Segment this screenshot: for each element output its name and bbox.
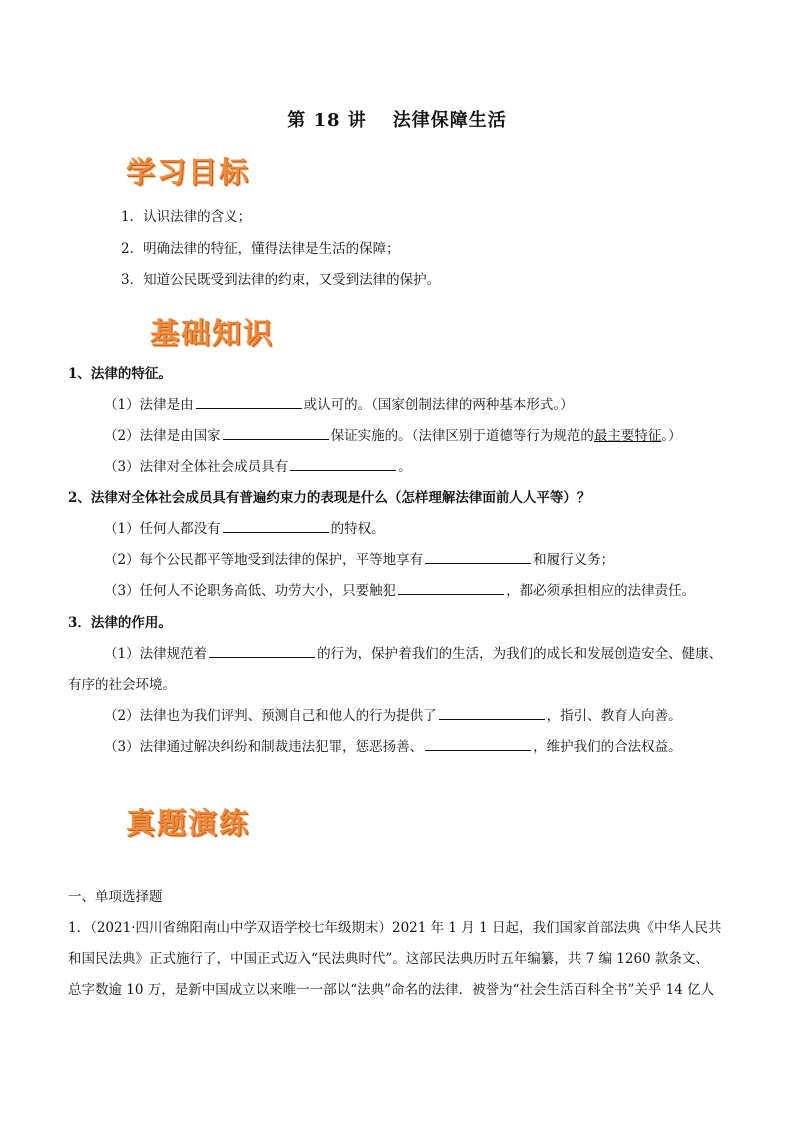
heading-basic-knowledge: 基础知识 bbox=[150, 316, 275, 350]
heading-practice: 真题演练 bbox=[126, 806, 251, 840]
fill-blank[interactable] bbox=[425, 551, 531, 564]
section-3-item-1: （1）法律规范着 的行为，保护着我们的生活，为我们的成长和发展创造安全、健康、 bbox=[104, 646, 723, 662]
section-1-item-1: （1）法律是由 或认可的。（国家创制法律的两种基本形式。） bbox=[104, 397, 574, 413]
objective-3: 3．知道公民既受到法律的约束，又受到法律的保护。 bbox=[121, 272, 441, 288]
heading-learning-objectives: 学习目标 bbox=[126, 155, 251, 189]
underlined-key-phrase: 最主要特征 bbox=[593, 428, 662, 444]
lecture-topic: 法律保障生活 bbox=[392, 110, 507, 131]
section-3-item-1-continued: 有序的社会环境。 bbox=[68, 677, 176, 693]
fill-blank[interactable] bbox=[209, 645, 315, 658]
question-1-line-3: 总字数逾 10 万，是新中国成立以来唯一一部以“法典”命名的法律．被誉为“社会生活百科全书”关乎 14 亿人 bbox=[68, 982, 715, 998]
objective-1: 1．认识法律的含义； bbox=[121, 209, 252, 225]
question-1-line-2: 和国民法典》正式施行了，中国正式迈入“民法典时代”。这部民法典历时五年编纂，共 7 编 1260 款条文、 bbox=[68, 951, 709, 967]
objective-2: 2．明确法律的特征，懂得法律是生活的保障； bbox=[121, 241, 400, 257]
fill-blank[interactable] bbox=[398, 582, 504, 595]
fill-blank[interactable] bbox=[196, 396, 302, 409]
fill-blank[interactable] bbox=[223, 427, 329, 440]
question-1-line-1: 1．（2021·四川省绵阳南山中学双语学校七年级期末）2021 年 1 月 1 日起，我们国家首部法典《中华人民共 bbox=[68, 920, 722, 936]
section-1-item-3: （3）法律对全体社会成员具有 。 bbox=[104, 459, 412, 475]
section-2-heading: 2、法律对全体社会成员具有普遍约束力的表现是什么（怎样理解法律面前人人平等）？ bbox=[68, 490, 591, 506]
section-3-heading: 3．法律的作用。 bbox=[68, 615, 172, 631]
fill-blank[interactable] bbox=[425, 738, 531, 751]
page-title bbox=[0, 106, 794, 132]
lecture-number: 第 18 讲 bbox=[287, 110, 367, 131]
section-3-item-3: （3）法律通过解决纠纷和制裁违法犯罪，惩恶扬善、 ，维护我们的合法权益。 bbox=[104, 739, 682, 755]
fill-blank[interactable] bbox=[290, 458, 396, 471]
fill-blank[interactable] bbox=[439, 707, 545, 720]
section-2-item-3: （3）任何人不论职务高低、功劳大小，只要触犯 ，都必须承担相应的法律责任。 bbox=[104, 583, 696, 599]
section-2-item-2: （2）每个公民都平等地受到法律的保护，平等地享有 和履行义务； bbox=[104, 552, 615, 568]
section-1-heading: 1、法律的特征。 bbox=[68, 366, 172, 382]
section-2-item-1: （1）任何人都没有 的特权。 bbox=[104, 521, 385, 537]
section-3-item-2: （2）法律也为我们评判、预测自己和他人的行为提供了 ，指引、教育人向善。 bbox=[104, 708, 682, 724]
question-type-heading: 一、单项选择题 bbox=[68, 889, 163, 905]
fill-blank[interactable] bbox=[223, 520, 329, 533]
section-1-item-2: （2）法律是由国家 保证实施的。（法律区别于道德等行为规范的最主要特征。） bbox=[104, 428, 682, 444]
